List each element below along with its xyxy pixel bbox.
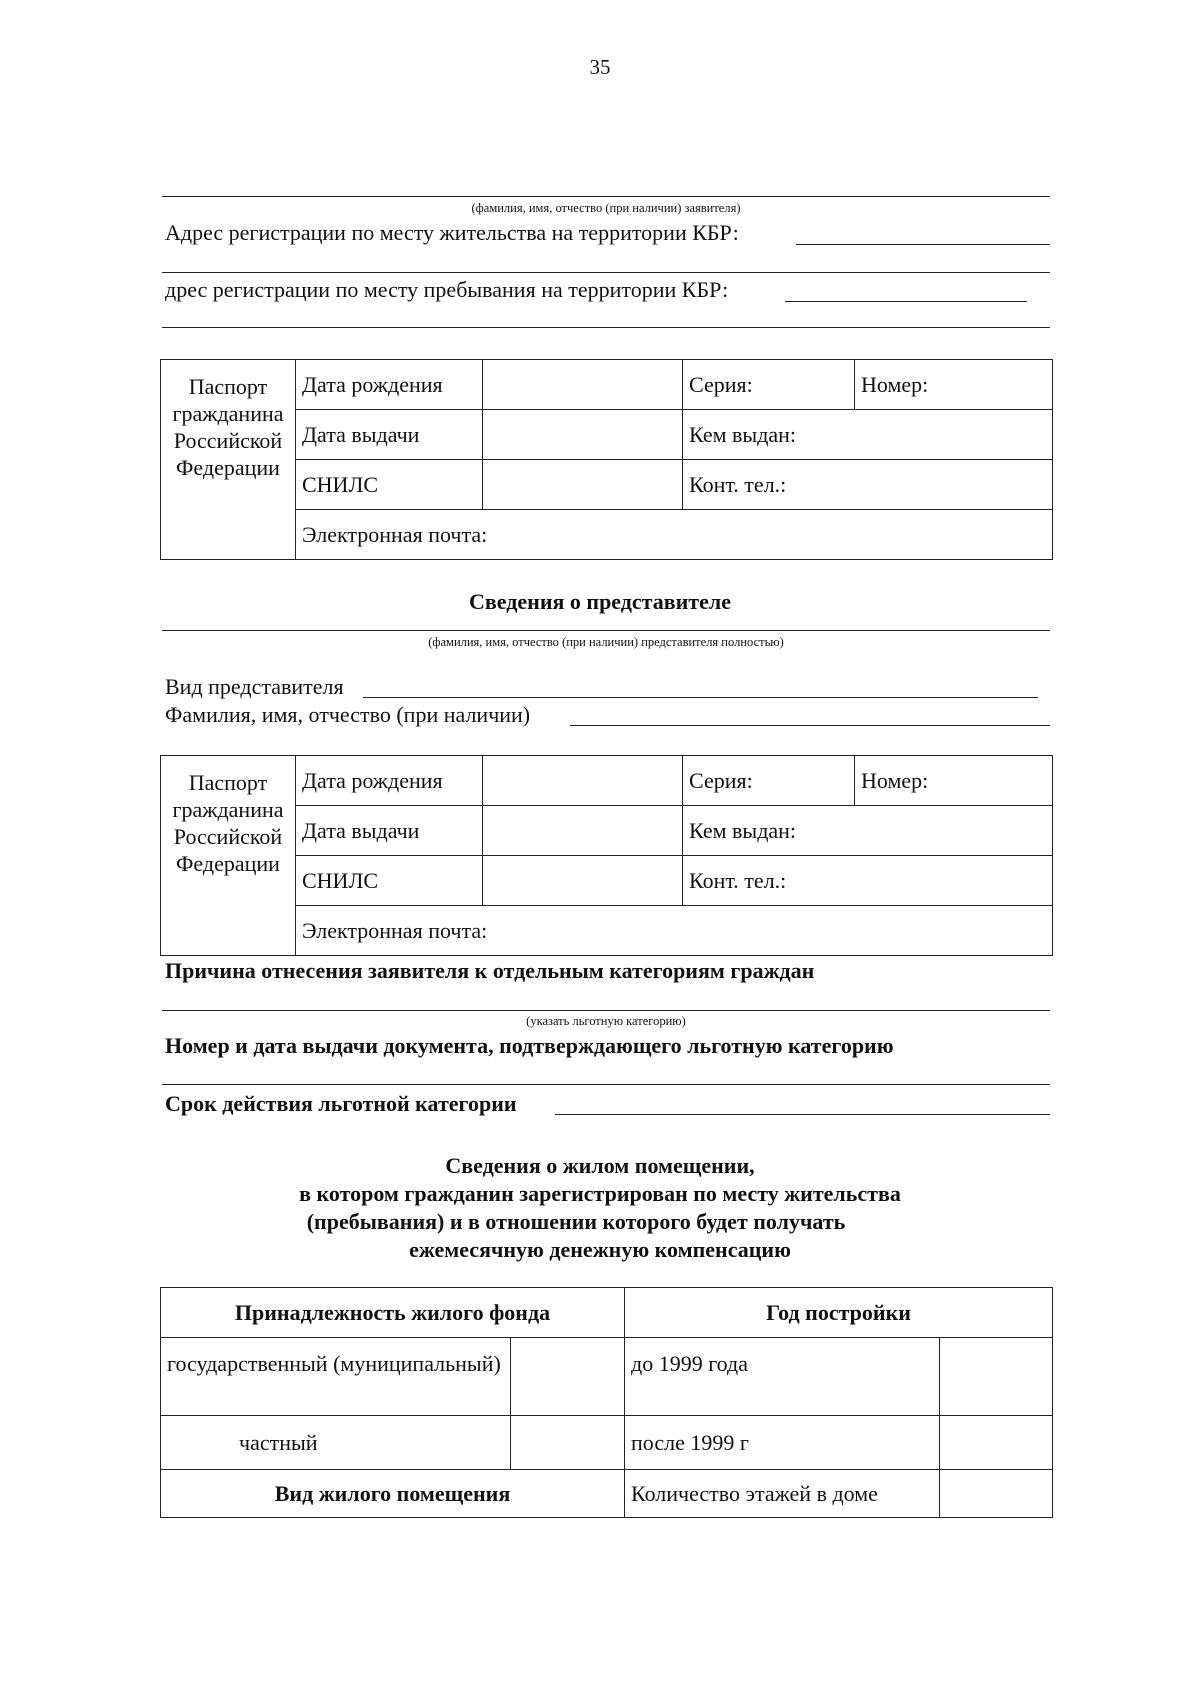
housing-table (160, 1287, 1053, 1518)
issue-date-field[interactable] (483, 410, 683, 460)
housing-heading-line: ежемесячную денежную компенсацию (409, 1237, 791, 1262)
floors-count-label: Количество этажей в доме (625, 1470, 940, 1518)
issue-date-label: Дата выдачи (296, 410, 483, 460)
category-reason-caption: (указать льготную категорию) (526, 1014, 686, 1028)
issue-date-label: Дата выдачи (296, 806, 483, 856)
representative-type-field[interactable] (363, 697, 1038, 698)
stay-address-field-2[interactable] (162, 327, 1050, 328)
page-number: 35 (589, 55, 611, 79)
birth-date-field[interactable] (483, 756, 683, 806)
snils-field[interactable] (483, 856, 683, 906)
stay-address-label: дрес регистрации по месту пребывания на территории КБР: (165, 277, 729, 302)
representative-type-label: Вид представителя (165, 674, 344, 699)
birth-date-label: Дата рождения (296, 756, 483, 806)
phone-field[interactable]: Конт. тел.: (683, 460, 1053, 510)
applicant-name-caption: (фамилия, имя, отчество (при наличии) заявителя) (471, 201, 741, 215)
after-1999-label: после 1999 г (625, 1416, 940, 1470)
ownership-header: Принадлежность жилого фонда (161, 1288, 625, 1338)
email-field[interactable]: Электронная почта: (296, 906, 1053, 956)
before-1999-checkbox[interactable] (940, 1338, 1053, 1416)
issue-date-field[interactable] (483, 806, 683, 856)
housing-heading-line: (пребывания) и в отношении которого будет получать (306, 1209, 846, 1234)
premises-type-label: Вид жилого помещения (161, 1470, 625, 1518)
phone-field[interactable]: Конт. тел.: (683, 856, 1053, 906)
applicant-name-line[interactable] (162, 196, 1050, 197)
after-1999-checkbox[interactable] (940, 1416, 1053, 1470)
residence-address-field-2[interactable] (162, 272, 1050, 273)
floors-count-field[interactable] (940, 1470, 1053, 1518)
snils-field[interactable] (483, 460, 683, 510)
housing-heading (0, 1152, 1200, 1264)
category-validity-field[interactable] (555, 1114, 1050, 1115)
representative-heading: Сведения о представителе (469, 589, 731, 614)
year-header: Год постройки (625, 1288, 1053, 1338)
state-ownership-checkbox[interactable] (511, 1338, 625, 1416)
residence-address-field[interactable] (796, 244, 1050, 245)
category-document-label: Номер и дата выдачи документа, подтверждающего льготную категорию (165, 1033, 894, 1058)
stay-address-field[interactable] (785, 301, 1027, 302)
category-reason-field[interactable] (162, 1010, 1050, 1011)
category-document-field[interactable] (162, 1084, 1050, 1085)
passport-group-label: Паспорт гражданина Российской Федерации (161, 756, 296, 956)
representative-passport-table (160, 755, 1053, 956)
before-1999-label: до 1999 года (625, 1338, 940, 1416)
number-field[interactable]: Номер: (855, 756, 1053, 806)
state-ownership-label: государственный (муниципальный) (161, 1338, 511, 1416)
housing-heading-line: Сведения о жилом помещении, (445, 1153, 755, 1178)
representative-name-line[interactable] (162, 630, 1050, 631)
series-field[interactable]: Серия: (683, 756, 855, 806)
housing-heading-line: в котором гражданин зарегистрирован по месту жительства (299, 1181, 901, 1206)
snils-label: СНИЛС (296, 856, 483, 906)
category-reason-label: Причина отнесения заявителя к отдельным категориям граждан (165, 958, 815, 983)
category-validity-label: Срок действия льготной категории (165, 1091, 517, 1116)
representative-fio-label: Фамилия, имя, отчество (при наличии) (165, 702, 531, 727)
issued-by-field[interactable]: Кем выдан: (683, 806, 1053, 856)
representative-name-caption: (фамилия, имя, отчество (при наличии) представителя полностью) (428, 635, 784, 649)
private-ownership-checkbox[interactable] (511, 1416, 625, 1470)
series-field[interactable]: Серия: (683, 360, 855, 410)
residence-address-label: Адрес регистрации по месту жительства на территории КБР: (165, 220, 739, 245)
birth-date-label: Дата рождения (296, 360, 483, 410)
email-field[interactable]: Электронная почта: (296, 510, 1053, 560)
number-field[interactable]: Номер: (855, 360, 1053, 410)
snils-label: СНИЛС (296, 460, 483, 510)
birth-date-field[interactable] (483, 360, 683, 410)
representative-fio-field[interactable] (570, 725, 1050, 726)
issued-by-field[interactable]: Кем выдан: (683, 410, 1053, 460)
private-ownership-label: частный (161, 1416, 511, 1470)
passport-group-label: Паспорт гражданина Российской Федерации (161, 360, 296, 560)
applicant-passport-table (160, 359, 1053, 560)
